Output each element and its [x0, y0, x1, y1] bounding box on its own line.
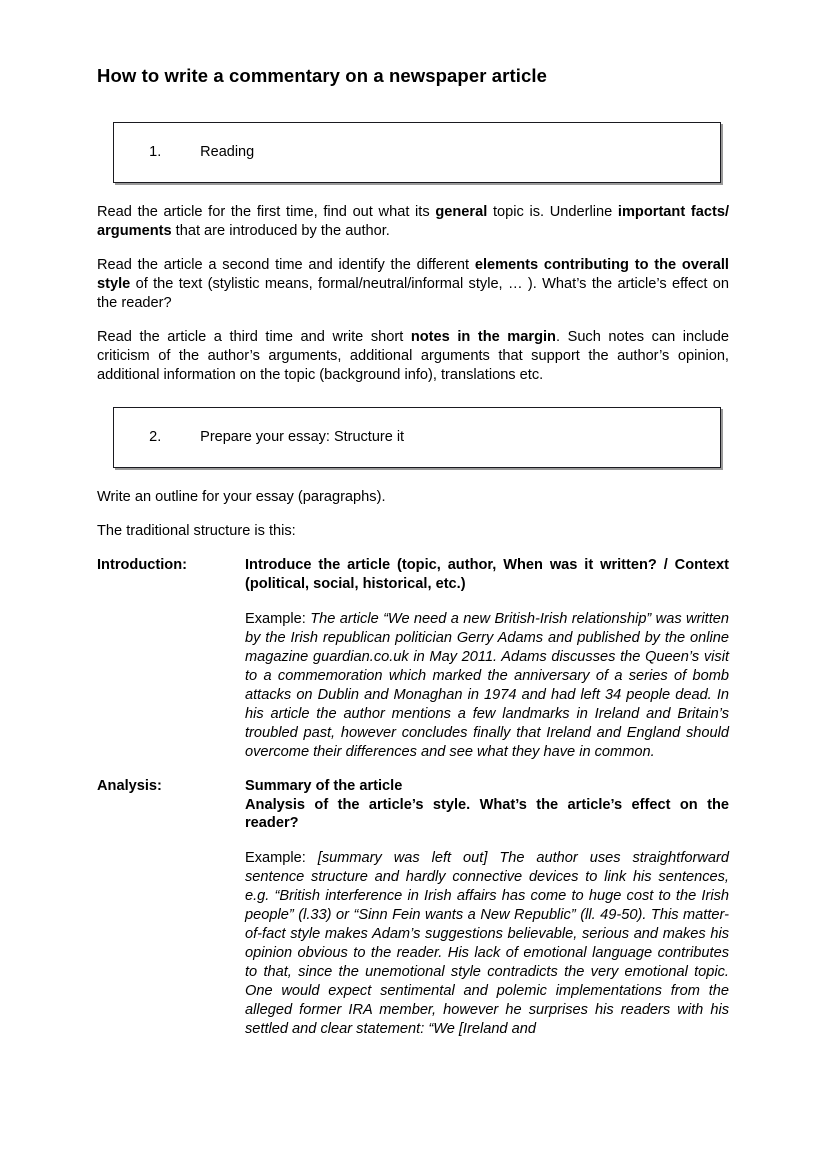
paragraph-read-second-time: [97, 256, 729, 313]
text-run: Read the article a third time and write short: [97, 328, 411, 345]
text-run-bold: important facts/ arguments: [97, 204, 730, 240]
section-title-1: Reading: [200, 143, 255, 160]
section-number-2: 2.: [149, 428, 162, 445]
entry-label-introduction: Introduction:: [97, 556, 187, 573]
text-run: topic is. Underline: [487, 204, 618, 221]
text-run: Read the article a second time and identify the different: [97, 257, 475, 274]
entry-label-analysis: Analysis:: [97, 777, 162, 794]
paragraph-read-third-time: [97, 328, 729, 385]
entry-heading-line: Introduce the article (topic, author, When was it written? / Context (political, social, historical, etc.): [245, 556, 729, 592]
document-body: [97, 64, 729, 1039]
text-run: that are introduced by the author.: [171, 223, 390, 240]
entry-example-analysis: [245, 849, 729, 1039]
entry-heading-line: Analysis of the article’s style. What’s the article’s effect on the reader?: [245, 796, 729, 832]
structure-entry-analysis: [97, 777, 729, 1040]
example-body: The article “We need a new British-Irish relationship” was written by the Irish republican politician Gerry Adams and published by the online magazine guardian.co.uk in May 2011. Adams discusses the Queen’s visit to a commemoration which marked the anniversary of a series of bomb attacks on Dublin and Monaghan in 1974 and had left 34 people dead. In his article the author mentions a few landmarks in Ireland and Britain’s troubled past, however concludes finally that Ireland and England should overcome their differences and see what they have in common.: [245, 610, 729, 760]
text-run: of the text (stylistic means, formal/neutral/informal style, … ). What’s the article’s effect on the reader?: [97, 276, 729, 312]
entry-heading-line: Summary of the article: [245, 777, 403, 794]
paragraph-write-outline: Write an outline for your essay (paragraphs).: [97, 488, 386, 505]
section-title-2: Prepare your essay: Structure it: [200, 428, 405, 445]
entry-content-introduction: [245, 556, 729, 762]
example-prefix: Example:: [245, 850, 306, 867]
section-heading-2: [113, 407, 721, 468]
example-body: [summary was left out] The author uses straightforward sentence structure and hardly connective devices to link his sentences, e.g. “British interference in Irish affairs has come to huge cost to the Irish people” (l.33) or “Sinn Fein wants a New Republic” (ll. 49-50). This matter-of-fact style makes Adam’s suggestions believable, serious and makes his opinion obvious to the reader. His lack of emotional language contributes to that, since the unemotional style contradicts the very emotional topic. One would expect sentimental and polemic implementations from the alleged former IRA member, however he surprises his readers with his settled and clear statement: “We [Ireland and: [245, 850, 729, 1038]
section-number-1: 1.: [149, 143, 162, 160]
text-run-bold: general: [435, 204, 488, 221]
structure-entry-introduction: [97, 556, 729, 762]
text-run-bold: notes in the margin: [410, 328, 556, 345]
entry-content-analysis: [245, 777, 729, 1040]
text-run-bold: elements contributing to the overall style: [97, 257, 729, 293]
page-title: How to write a commentary on a newspaper article: [97, 65, 547, 86]
paragraph-read-first-time: [97, 203, 729, 241]
paragraph-traditional-structure: The traditional structure is this:: [97, 522, 296, 539]
entry-example-introduction: [245, 610, 729, 762]
text-run: . Such notes can include criticism of the author’s arguments, additional arguments that support the author’s opinion, additional information on the topic (background info), translations etc.: [97, 328, 730, 383]
text-run: Read the article for the first time, find out what its: [97, 204, 436, 221]
example-prefix: Example:: [245, 610, 306, 627]
section-heading-1: [113, 122, 721, 183]
